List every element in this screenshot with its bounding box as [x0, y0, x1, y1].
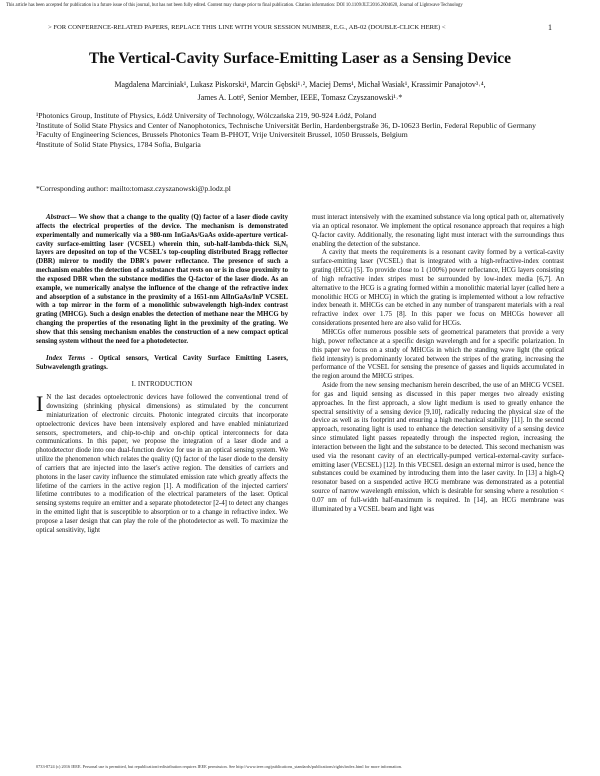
intro-paragraph: [36, 391, 288, 536]
abstract-text: — We show that a change to the quality (Q) factor of a laser diode cavity affects the electrical properties of the device. The mechanism is demonstrated experimentally and numerically via a 980-nm InGaAs/GaAs oxide-aperture vertical-cavity surface-emitting laser (VCSEL) wherein thin, sub-half-lambda-thick SiₓNᵧ layers are deposited on top of the VCSEL's top-coupling distributed Bragg reflector (DBR) mirror to modify the DBR's power reflectance. The presence of such a mechanism enables the detection of a substance that rests on or is in close proximity to the exposed DBR when the substance modifies the Q-factor of the laser diode. As an example, we numerically analyse the influence of the change of the refractive index and absorption of a substance in the proximity of a 1651-nm AlInGaAs/InP VCSEL with a top mirror in the form of a monolithic subwavelength high-index contrast grating (MHCG). Such a design enables the detection of methane near the MHCG by changing the properties of the resonating light in the proximity of the grating. We show that this sensing mechanism enables the construction of a new compact optical sensing system without the need for a photodetector.: [36, 214, 288, 345]
index-terms-label: Index Terms: [46, 354, 86, 362]
section-heading-introduction: I. INTRODUCTION: [131, 381, 193, 389]
session-instruction: > FOR CONFERENCE-RELATED PAPERS, REPLACE THIS LINE WITH YOUR SESSION NUMBER, E.G., AB-02 (DOUBLE-CLICK HERE) <: [48, 23, 446, 31]
right-column: [312, 214, 564, 515]
affiliations: [36, 111, 564, 149]
abstract: [36, 214, 288, 347]
affiliation-4: ⁴Institute of Solid State Physics, 1784 Sofia, Bulgaria: [36, 139, 201, 149]
body-paragraph-1: must interact intensively with the examined substance via long optical path or, alternatively via an optical resonator. We implement the optical resonance approach that requires a high Q-factor cavity. Additionally, the resonating light must interact with the surroundings thus enabling the detection of the substance.: [312, 214, 564, 248]
index-terms: [36, 355, 288, 373]
abstract-label: Abstract: [46, 214, 70, 221]
affiliation-1: ¹Photonics Group, Institute of Physics, Łódź University of Technology, Wólczańska 219, 90-924 Łódź, Poland: [36, 111, 377, 120]
corresponding-author: *Corresponding author: mailto:tomasz.czyszanowski@p.lodz.pl: [36, 184, 231, 193]
publication-notice: This article has been accepted for publication in a future issue of this journal, but has not been fully edited. Content may change prior to final publication. Citation information: DOI 10.1109/JLT.2016.2604620, Journal of Lightwave Technology: [6, 3, 463, 8]
paper-title: The Vertical-Cavity Surface-Emitting Laser as a Sensing Device: [88, 50, 512, 67]
author-line-1: Magdalena Marciniak¹, Lukasz Piskorski¹, Marcin Gębski¹˒², Maciej Dems¹, Michał Wasiak¹, Krassimir Panajotov³˒⁴,: [114, 80, 486, 89]
body-paragraph-2: A cavity that meets the requirements is a resonant cavity formed by a vertical-cavity surface-emitting laser (VCSEL) that is integrated with a high-refractive-index contrast grating (HCG) [5]. To provide close to 1 (100%) power reflectance, HCG layers consisting of high refractive index stripes must be surrounded by low-index media [6,7]. An alternative to the HCG is a grating formed within a monolithic material layer (called here a monolithic HCG or MHCG) in which the grating is implemented without a low refractive index beneath it. MHCGs can be etched in any number of transparent materials with a real refractive index over 1.75 [8]. In this paper we focus on MHCGs however all considerations presented here are also valid for HCGs.: [312, 249, 564, 328]
affiliation-3: ³Faculty of Engineering Sciences, Brussels Photonics Team B-PHOT, Vrije Universiteit Brussel, 1050 Brussels, Belgium: [36, 130, 408, 140]
left-column: [36, 214, 288, 536]
affiliation-2: ²Institute of Solid State Physics and Center of Nanophotonics, Technische Universität Berlin, Hardenbergstraße 36, D-10623 Berlin, Federal Republic of Germany: [36, 120, 536, 130]
session-header: [48, 22, 552, 32]
drop-cap: I: [36, 391, 44, 417]
page-number: 1: [548, 22, 552, 32]
index-terms-text: - Optical sensors, Vertical Cavity Surface Emitting Lasers, Subwavelength gratings.: [36, 354, 288, 371]
body-paragraph-4: Aside from the new sensing mechanism herein described, the use of an MHCG VCSEL for gas and liquid sensing as discussed in this paper merges two already existing approaches. In the first approach, a slow light medium is used to greatly enhance the spectral sensitivity of a sensing device [9,10], radically reducing the physical size of the device as well as its footprint and ensuring a high mechanical stability [11]. In the second approach, resonating light is used to enhance the detection sensitivity of a sensing device since stimulated light passes repeatedly through the inspected region, increasing the interaction between the light and the substance to be detected. This second mechanism was used via the resonant cavity of an electrically-pumped vertical-external-cavity surface-emitting laser (VECSEL) [12]. In this VECSEL design an external mirror is used, hence the substances could be examined by introducing them into the laser cavity. In [13] a high-Q resonator based on a suspended active HCG membrane was demonstrated as a potential source of narrow wavelength emission, which is desirable for sensing where a resolution < 0.07 nm of full-width half-maximum is required. In [14], an HCG membrane was illuminated by a VCSEL beam and light was: [312, 382, 564, 513]
intro-text: N the last decades optoelectronic devices have followed the conventional trend of downsizing (shrinking physical dimensions) as stimulated by the concurrent miniaturization of electronic circuits. Photonic integrated circuits that incorporate optoelectronic devices have been intensively explored and have enabled miniaturized sensors, spectrometers, and chip-to-chip and on-chip optical interconnects for data communications. In this paper, we propose the integration of a laser diode and a photodetector diode into one dual-function device for use in an optical sensing system. We utilize the phenomenon which relates the quality (Q) factor of the laser diode to the density of carriers that are injected into the laser's active region. The densities of carriers and photons in the laser cavity influence the stimulated emission rate which greatly affects the lifetime of the carriers in the active region [1]. A modification of the injected carriers' lifetime contributes to a modification of the electrical parameters of the laser. Optical sensing systems require an emitter and a separate photodetector [2-4] to detect any changes in the emitted light that is susceptible to absorption or to a change in refractive index. We propose a laser design that can play the role of the photodetector as well. To maximize the optical sensitivity, light: [36, 394, 288, 534]
author-list: [45, 79, 555, 104]
body-paragraph-3: MHCGs offer numerous possible sets of geometrical parameters that provide a very high, power reflectance at a specific design wavelength and for a specific polarization. In this paper we focus on a study of MHCGs in which the standing wave light (the optical field intensity) is predominantly located between the stripes of the grating, increasing the performance of the VCSEL for sensing the presence of gasses and liquids accumulated in the region around the MHCG stripes.: [312, 328, 564, 381]
author-line-2: James A. Lott², Senior Member, IEEE, Tomasz Czyszanowski¹˒*: [197, 92, 403, 102]
copyright-footer: 0733-8724 (c) 2016 IEEE. Personal use is permitted, but republication/redistribution requires IEEE permission. See http://www.ieee.org/publications_standards/publications/rights/index.html for more information.: [36, 764, 402, 769]
